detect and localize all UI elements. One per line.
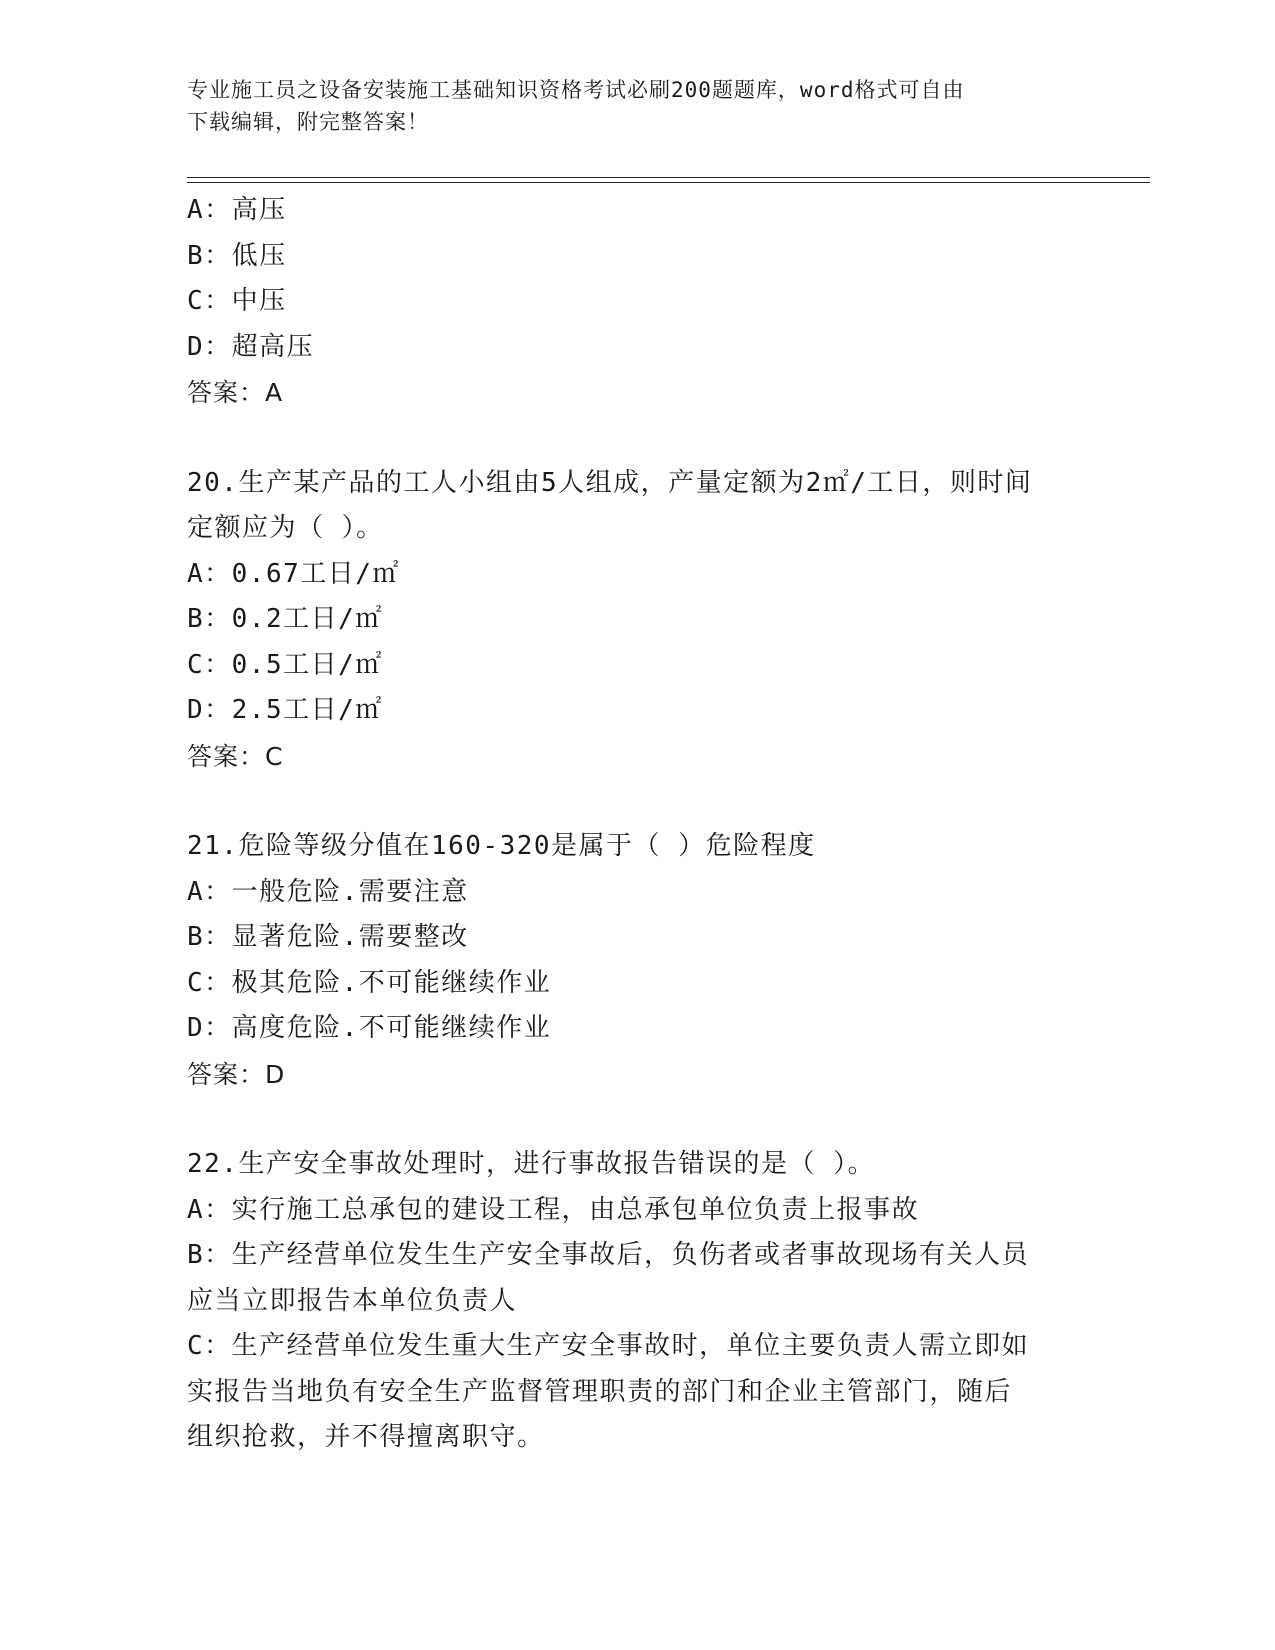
question-stem-cont: 定额应为（ ）。 <box>187 513 384 543</box>
option-b: B：显著危险.需要整改 <box>187 922 469 952</box>
option-a: A：实行施工总承包的建设工程，由总承包单位负责上报事故 <box>187 1194 920 1225</box>
header-divider-bottom <box>187 182 1150 183</box>
question-stem: 21.危险等级分值在160-320是属于（ ）危险程度 <box>187 831 816 861</box>
header-divider-top <box>187 177 1150 178</box>
option-b: B：生产经营单位发生生产安全事故后，负伤者或者事故现场有关人员 <box>187 1240 1030 1270</box>
option-a: A：一般危险.需要注意 <box>187 876 469 907</box>
question-20 <box>187 461 1087 780</box>
option-c: C：极其危险.不可能继续作业 <box>187 967 552 998</box>
option-a: A：高压 <box>187 195 287 225</box>
question-19 <box>187 188 1087 416</box>
option-d: D：2.5工日/㎡ <box>187 695 383 725</box>
header-line-1: 专业施工员之设备安装施工基础知识资格考试必刷200题题库，word格式可自由 <box>187 78 965 102</box>
option-c-cont: 实报告当地负有安全生产监督管理职责的部门和企业主管部门，随后 <box>187 1376 1013 1407</box>
option-c-cont: 组织抢救，并不得擅离职守。 <box>187 1422 545 1452</box>
option-d: D：超高压 <box>187 331 315 362</box>
question-content <box>187 188 1087 1461</box>
spacer <box>187 779 1087 824</box>
question-22 <box>187 1142 1087 1461</box>
option-c: C：中压 <box>187 286 287 316</box>
option-d: D：高度危险.不可能继续作业 <box>187 1013 552 1043</box>
spacer <box>187 416 1087 461</box>
question-21 <box>187 824 1087 1097</box>
answer: 答案：C <box>187 741 284 771</box>
question-stem: 20.生产某产品的工人小组由5人组成，产量定额为2㎡/工日，则时间 <box>187 467 1033 498</box>
option-c: C：生产经营单位发生重大生产安全事故时，单位主要负责人需立即如 <box>187 1331 1030 1361</box>
option-b-cont: 应当立即报告本单位负责人 <box>187 1285 518 1316</box>
option-a: A：0.67工日/㎡ <box>187 558 400 589</box>
question-stem: 22.生产安全事故处理时，进行事故报告错误的是（ ）。 <box>187 1149 876 1179</box>
answer: 答案：A <box>187 378 284 407</box>
option-c: C：0.5工日/㎡ <box>187 649 383 680</box>
document-header <box>187 74 1087 138</box>
spacer <box>187 1097 1087 1142</box>
option-b: B：0.2工日/㎡ <box>187 604 383 634</box>
option-b: B：低压 <box>187 240 287 271</box>
header-line-2: 下载编辑，附完整答案！ <box>187 110 429 134</box>
answer: 答案：D <box>187 1059 286 1089</box>
